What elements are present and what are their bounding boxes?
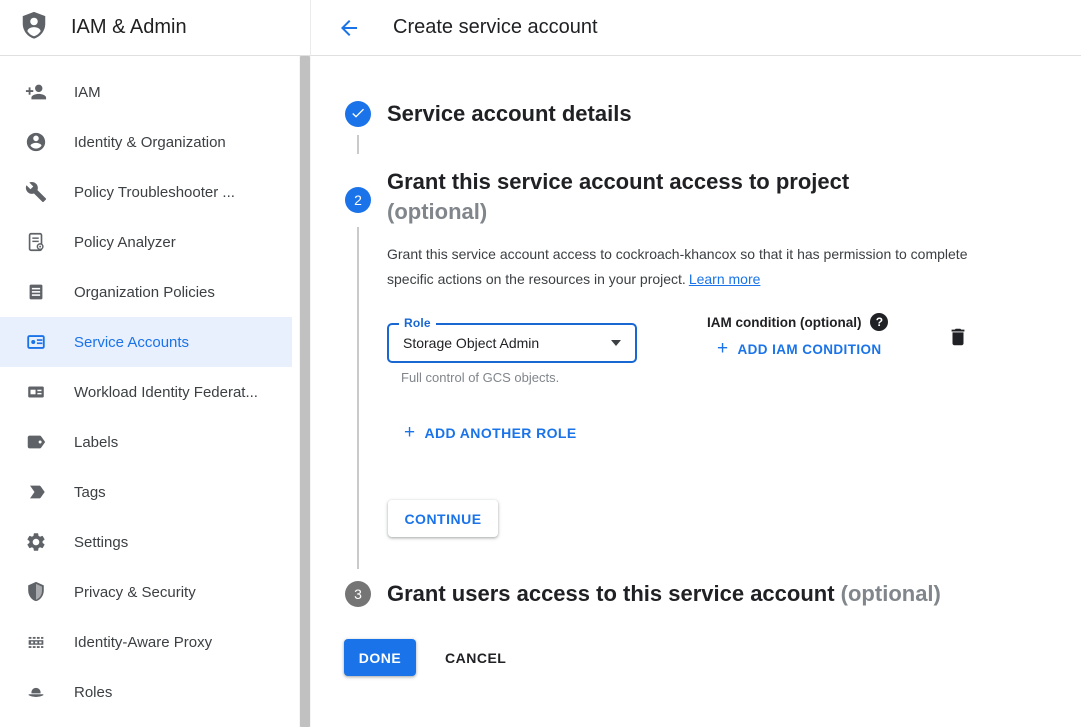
- account-circle-icon: [24, 130, 48, 154]
- iam-admin-shield-icon: [19, 9, 49, 46]
- add-iam-condition-label: ADD IAM CONDITION: [737, 341, 882, 357]
- iam-condition-label: IAM condition (optional): [707, 314, 862, 330]
- sidebar-item-label: Service Accounts: [74, 333, 190, 351]
- step3-title: [387, 579, 941, 609]
- proxy-grid-icon: [24, 630, 48, 654]
- main-header: [311, 0, 1081, 56]
- sidebar-item-label: Settings: [74, 533, 129, 551]
- sidebar-item-iam[interactable]: [0, 67, 292, 117]
- sidebar-item-label: Policy Analyzer: [74, 233, 176, 251]
- trash-icon: [947, 336, 969, 351]
- main-panel: [311, 0, 1081, 727]
- dropdown-caret-icon: [611, 340, 621, 346]
- continue-button[interactable]: CONTINUE: [388, 500, 498, 537]
- sidebar-item-service-accounts[interactable]: [0, 317, 292, 367]
- help-icon[interactable]: ?: [870, 313, 888, 331]
- person-add-icon: [24, 80, 48, 104]
- learn-more-link[interactable]: Learn more: [688, 271, 761, 287]
- sidebar-item-identity-organization[interactable]: [0, 117, 292, 167]
- add-another-role-label: ADD ANOTHER ROLE: [424, 425, 577, 441]
- tag-arrow-icon: [24, 480, 48, 504]
- step3-number: 3: [354, 586, 362, 602]
- sidebar-item-label: Organization Policies: [74, 283, 215, 301]
- plus-icon: +: [717, 338, 729, 359]
- service-account-icon: [24, 330, 48, 354]
- sidebar-item-label: Policy Troubleshooter ...: [74, 183, 235, 201]
- sidebar-item-settings[interactable]: [0, 517, 292, 567]
- check-icon: [350, 105, 366, 124]
- sidebar-item-label: Tags: [74, 483, 106, 501]
- page-title: Create service account: [393, 16, 598, 38]
- sidebar-item-workload-identity-federation[interactable]: [0, 367, 292, 417]
- wrench-icon: [24, 180, 48, 204]
- sidebar-header: [0, 0, 311, 56]
- sidebar-item-label: Privacy & Security: [74, 583, 196, 601]
- gear-icon: [24, 530, 48, 554]
- sidebar-item-label: Identity & Organization: [74, 133, 226, 151]
- back-button[interactable]: [337, 16, 361, 40]
- sidebar-item-label: Labels: [74, 433, 119, 451]
- step3-indicator: [345, 581, 371, 607]
- plus-icon: +: [404, 422, 416, 443]
- sidebar-item-label: Roles: [74, 683, 113, 701]
- add-another-role-button[interactable]: [404, 424, 577, 442]
- sidebar-scrollbar[interactable]: [299, 56, 311, 727]
- delete-role-button[interactable]: [947, 326, 969, 351]
- step2-description: [387, 242, 987, 292]
- hat-icon: [24, 680, 48, 704]
- step3-title-text: Grant users access to this service account: [387, 581, 835, 606]
- sidebar-item-label: IAM: [74, 83, 101, 101]
- step1-complete-indicator: [345, 101, 371, 127]
- sidebar-item-privacy-security[interactable]: [0, 567, 292, 617]
- step2-indicator: [345, 187, 371, 213]
- step2-optional-label: (optional): [387, 199, 488, 224]
- role-select[interactable]: [387, 316, 637, 363]
- sidebar-item-tags[interactable]: [0, 467, 292, 517]
- sidebar-item-label: Workload Identity Federat...: [74, 383, 258, 401]
- step2-number: 2: [354, 192, 362, 208]
- sidebar-item-roles[interactable]: [0, 667, 292, 717]
- step-connector-line: [357, 227, 359, 569]
- sidebar-item-policy-troubleshooter[interactable]: [0, 167, 292, 217]
- role-field-label: Role: [399, 316, 436, 330]
- done-button[interactable]: DONE: [344, 639, 416, 676]
- label-icon: [24, 430, 48, 454]
- step2-description-text: Grant this service account access to cockroach-khancox so that it has permission to complete specific actions on the resources in your project.: [387, 246, 968, 287]
- create-service-account-form: [311, 56, 1081, 727]
- role-helper-text: Full control of GCS objects.: [401, 370, 560, 385]
- shield-icon: [24, 580, 48, 604]
- sidebar-title: IAM & Admin: [71, 16, 187, 38]
- sidebar-item-identity-aware-proxy[interactable]: [0, 617, 292, 667]
- sidebar: [0, 0, 311, 727]
- step3-optional-label: (optional): [840, 581, 941, 606]
- back-arrow-icon: [337, 16, 361, 40]
- id-card-icon: [24, 380, 48, 404]
- sidebar-nav: [0, 56, 292, 717]
- step-connector-line: [357, 135, 359, 154]
- sidebar-scrollbar-thumb[interactable]: [300, 56, 310, 727]
- document-lines-icon: [24, 280, 48, 304]
- step2-title: [387, 167, 849, 227]
- sidebar-item-labels[interactable]: [0, 417, 292, 467]
- sidebar-item-policy-analyzer[interactable]: [0, 217, 292, 267]
- policy-analyzer-icon: [24, 230, 48, 254]
- add-iam-condition-button[interactable]: [717, 340, 882, 358]
- sidebar-item-label: Identity-Aware Proxy: [74, 633, 213, 651]
- step2-title-text: Grant this service account access to project: [387, 169, 850, 194]
- sidebar-item-organization-policies[interactable]: [0, 267, 292, 317]
- iam-condition-label-row: [707, 313, 888, 331]
- role-selected-value: Storage Object Admin: [403, 335, 540, 351]
- step1-title: Service account details: [387, 101, 632, 126]
- cancel-button[interactable]: CANCEL: [433, 639, 518, 676]
